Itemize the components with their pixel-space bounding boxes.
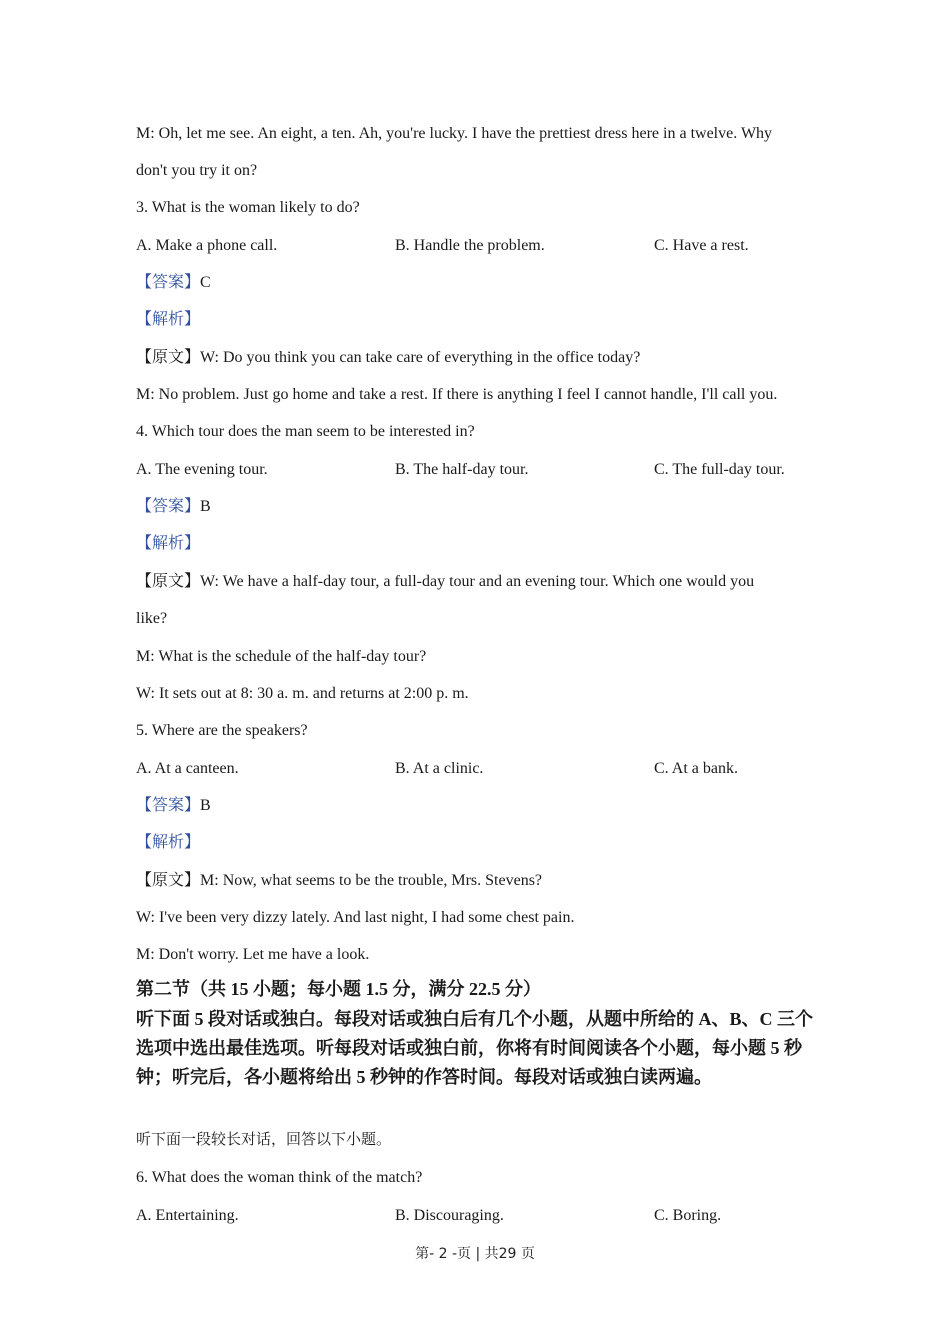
transcript-line: M: What is the schedule of the half-day tour?	[136, 648, 427, 665]
q6-option-b: B. Discouraging.	[395, 1207, 504, 1224]
q5-option-b: B. At a clinic.	[395, 760, 484, 777]
question-5: 5. Where are the speakers?	[136, 722, 308, 739]
transcript-line: W: I've been very dizzy lately. And last night, I had some chest pain.	[136, 909, 575, 926]
analysis-label: 【解析】	[136, 535, 201, 552]
q4-option-b: B. The half-day tour.	[395, 461, 529, 478]
sub-instruction: 听下面一段较长对话，回答以下小题。	[136, 1132, 392, 1148]
q4-option-c: C. The full-day tour.	[654, 461, 785, 478]
q3-original	[136, 348, 816, 368]
transcript-line: W: It sets out at 8: 30 a. m. and returns at 2:00 p. m.	[136, 685, 469, 702]
transcript-line: M: Oh, let me see. An eight, a ten. Ah, you're lucky. I have the prettiest dress here in a twelve. Why	[136, 125, 773, 142]
q3-option-b: B. Handle the problem.	[395, 237, 545, 254]
transcript-line: M: Now, what seems to be the trouble, Mrs. Stevens?	[200, 872, 543, 889]
q4-analysis	[136, 534, 816, 554]
original-label: 【原文】	[136, 872, 201, 889]
answer-label: 【答案】	[136, 274, 201, 291]
transcript-line: W: We have a half-day tour, a full-day tour and an evening tour. Which one would you	[200, 573, 755, 590]
section-heading: 第二节（共 15 小题；每小题 1.5 分，满分 22.5 分）	[136, 979, 541, 999]
transcript-line: M: No problem. Just go home and take a rest. If there is anything I feel I cannot handle, I'll call you.	[136, 386, 778, 403]
page-footer: 第- 2 -页 | 共29 页	[415, 1246, 535, 1262]
transcript-line: W: Do you think you can take care of everything in the office today?	[200, 349, 641, 366]
answer-value: B	[200, 797, 211, 814]
answer-value: B	[200, 498, 211, 515]
q5-option-a: A. At a canteen.	[136, 760, 239, 777]
q4-original	[136, 572, 816, 592]
q5-answer	[136, 796, 816, 816]
transcript-line: M: Don't worry. Let me have a look.	[136, 946, 370, 963]
q5-option-c: C. At a bank.	[654, 760, 738, 777]
transcript-line: like?	[136, 610, 168, 627]
analysis-label: 【解析】	[136, 311, 201, 328]
original-label: 【原文】	[136, 349, 201, 366]
q4-option-a: A. The evening tour.	[136, 461, 268, 478]
answer-label: 【答案】	[136, 498, 201, 515]
q6-option-a: A. Entertaining.	[136, 1207, 239, 1224]
answer-value: C	[200, 274, 211, 291]
q4-answer	[136, 497, 816, 517]
transcript-line: don't you try it on?	[136, 162, 258, 179]
question-6: 6. What does the woman think of the match?	[136, 1169, 423, 1186]
q5-analysis	[136, 833, 816, 853]
question-3: 3. What is the woman likely to do?	[136, 199, 360, 216]
q6-option-c: C. Boring.	[654, 1207, 722, 1224]
q3-answer	[136, 273, 816, 293]
q5-original	[136, 871, 816, 891]
answer-label: 【答案】	[136, 797, 201, 814]
q3-option-c: C. Have a rest.	[654, 237, 749, 254]
section-instructions: 听下面 5 段对话或独白。每段对话或独白后有几个小题，从题中所给的 A、B、C 三个选项中选出最佳选项。听每段对话或独白前，你将有时间阅读各个小题，每小题 5 秒钟；听完后，各小题将给出 5 秒钟的作答时间。每段对话或独白读两遍。	[136, 1009, 814, 1087]
q3-analysis	[136, 310, 816, 330]
q3-option-a: A. Make a phone call.	[136, 237, 278, 254]
original-label: 【原文】	[136, 573, 201, 590]
analysis-label: 【解析】	[136, 834, 201, 851]
question-4: 4. Which tour does the man seem to be interested in?	[136, 423, 475, 440]
